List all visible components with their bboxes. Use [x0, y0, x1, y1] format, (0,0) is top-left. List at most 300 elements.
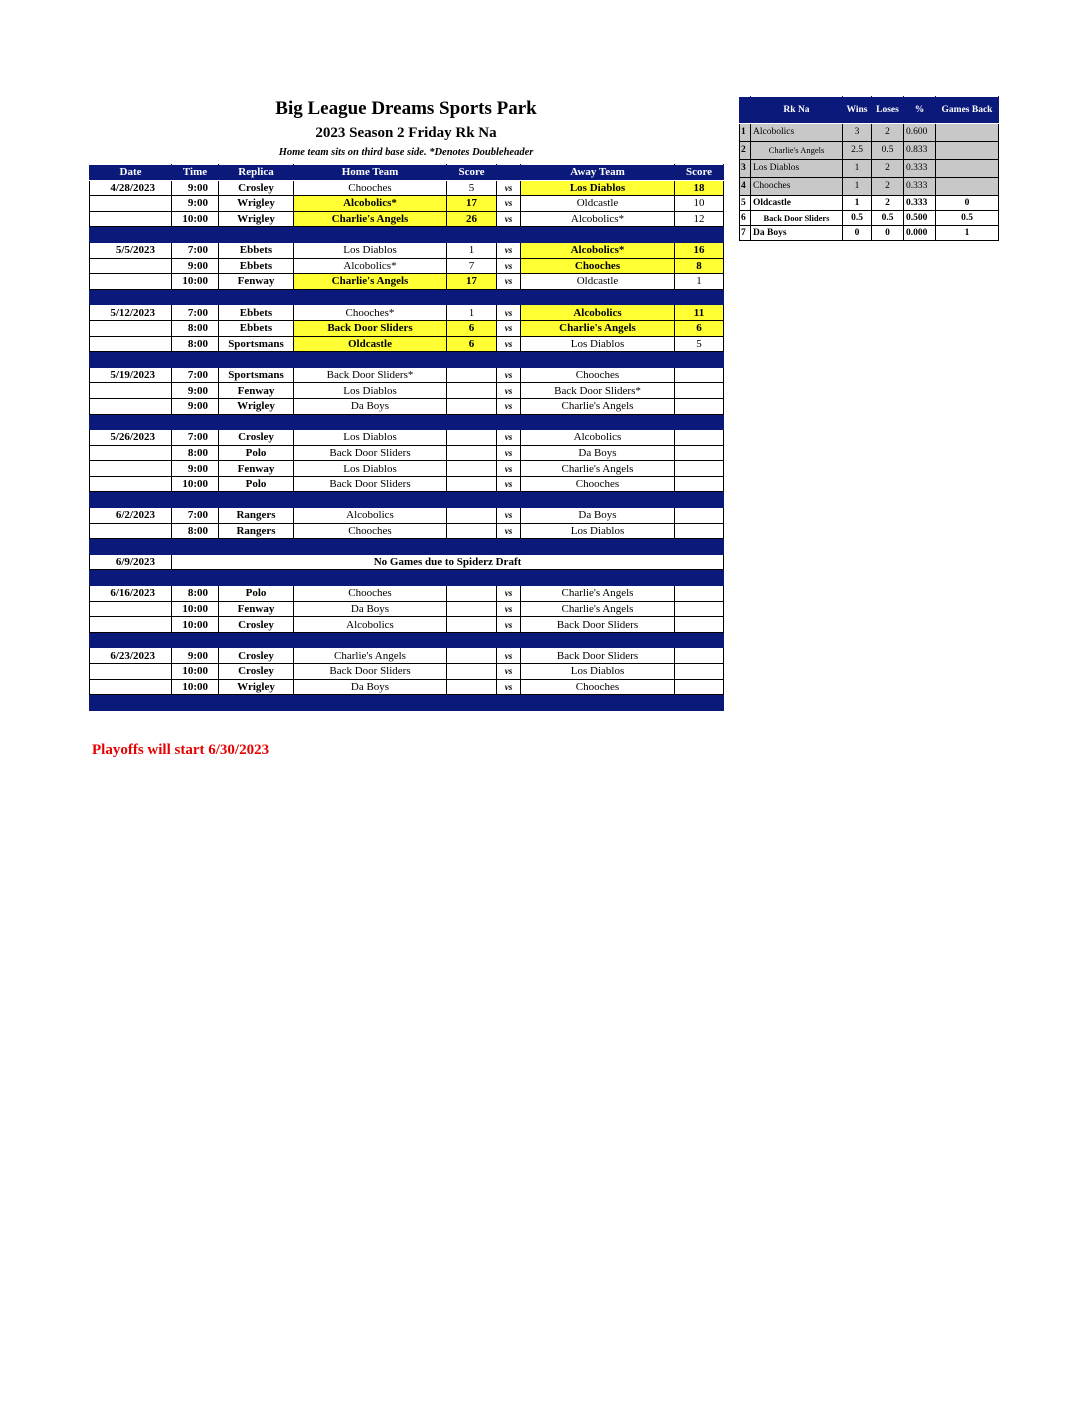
schedule-row [90, 180, 724, 196]
home-score: 17 [447, 196, 497, 212]
separator-cell [172, 570, 219, 586]
away-score [675, 398, 724, 414]
field-replica: Sportsmans [219, 367, 294, 383]
separator-cell [675, 539, 724, 555]
separator-cell [172, 539, 219, 555]
home-score [447, 601, 497, 617]
team-games-back [936, 160, 999, 178]
versus-label: vs [497, 398, 521, 414]
separator-cell [521, 539, 675, 555]
schedule-row [90, 305, 724, 321]
game-date: 5/12/2023 [90, 305, 172, 321]
page-title: Big League Dreams Sports Park [275, 98, 537, 119]
separator-cell [219, 289, 294, 305]
separator-cell [219, 632, 294, 648]
away-team: Alcobolics [521, 430, 675, 446]
away-score: 8 [675, 258, 724, 274]
versus-label: vs [497, 523, 521, 539]
team-pct: 0.333 [904, 196, 936, 211]
week-separator-row [90, 570, 724, 586]
team-rank: 5 [740, 196, 751, 211]
away-score [675, 617, 724, 633]
game-time: 8:00 [172, 523, 219, 539]
versus-label: vs [497, 258, 521, 274]
game-time: 9:00 [172, 648, 219, 664]
game-date [90, 398, 172, 414]
separator-cell [497, 492, 521, 508]
away-team: Chooches [521, 679, 675, 695]
home-team: Chooches* [294, 305, 447, 321]
separator-cell [172, 289, 219, 305]
separator-cell [172, 632, 219, 648]
separator-cell [447, 570, 497, 586]
versus-label: vs [497, 601, 521, 617]
away-score: 18 [675, 180, 724, 196]
game-time: 10:00 [172, 211, 219, 227]
away-score: 16 [675, 242, 724, 258]
separator-cell [675, 570, 724, 586]
team-loses: 2 [872, 178, 904, 196]
field-replica: Rangers [219, 508, 294, 524]
separator-cell [521, 289, 675, 305]
field-replica: Ebbets [219, 242, 294, 258]
separator-cell [294, 632, 447, 648]
away-team: Back Door Sliders* [521, 383, 675, 399]
versus-label: vs [497, 336, 521, 352]
schedule-row [90, 196, 724, 212]
home-score: 6 [447, 320, 497, 336]
schedule-column-header: Replica [219, 165, 294, 181]
field-replica: Wrigley [219, 211, 294, 227]
home-team: Los Diablos [294, 461, 447, 477]
home-team: Alcobolics [294, 617, 447, 633]
away-score [675, 679, 724, 695]
field-replica: Ebbets [219, 258, 294, 274]
versus-label: vs [497, 196, 521, 212]
versus-label: vs [497, 430, 521, 446]
away-score [675, 664, 724, 680]
standings-corner-cell [740, 97, 751, 124]
home-score [447, 430, 497, 446]
schedule-row [90, 336, 724, 352]
schedule-row [90, 586, 724, 602]
separator-cell [675, 414, 724, 430]
team-loses: 2 [872, 196, 904, 211]
home-score [447, 445, 497, 461]
separator-cell [497, 632, 521, 648]
away-score [675, 445, 724, 461]
field-replica: Wrigley [219, 679, 294, 695]
away-team: Charlie's Angels [521, 601, 675, 617]
schedule-header-row [90, 165, 724, 181]
away-team: Da Boys [521, 508, 675, 524]
versus-label: vs [497, 367, 521, 383]
away-team: Alcobolics* [521, 211, 675, 227]
home-score [447, 508, 497, 524]
schedule-row [90, 648, 724, 664]
versus-label: vs [497, 476, 521, 492]
team-rank: 6 [740, 211, 751, 226]
field-replica: Wrigley [219, 196, 294, 212]
schedule-row [90, 523, 724, 539]
game-date [90, 336, 172, 352]
field-replica: Sportsmans [219, 336, 294, 352]
separator-cell [172, 227, 219, 243]
separator-cell [294, 492, 447, 508]
team-games-back [936, 124, 999, 142]
versus-label: vs [497, 461, 521, 477]
team-games-back: 1 [936, 226, 999, 241]
home-score [447, 367, 497, 383]
separator-cell [294, 289, 447, 305]
home-team: Back Door Sliders [294, 664, 447, 680]
separator-cell [521, 695, 675, 711]
schedule-column-header [497, 165, 521, 181]
game-time: 8:00 [172, 586, 219, 602]
separator-cell [90, 632, 172, 648]
game-time: 9:00 [172, 196, 219, 212]
separator-cell [90, 492, 172, 508]
away-team: Chooches [521, 367, 675, 383]
away-team: Oldcastle [521, 196, 675, 212]
schedule-column-header: Away Team [521, 165, 675, 181]
away-score [675, 508, 724, 524]
schedule-row [90, 242, 724, 258]
schedule-row [90, 430, 724, 446]
separator-cell [675, 492, 724, 508]
versus-label: vs [497, 211, 521, 227]
separator-cell [447, 492, 497, 508]
home-team: Oldcastle [294, 336, 447, 352]
separator-cell [675, 632, 724, 648]
game-date [90, 320, 172, 336]
game-time: 7:00 [172, 242, 219, 258]
standings-header-row [740, 97, 999, 124]
versus-label: vs [497, 445, 521, 461]
week-separator-row [90, 539, 724, 555]
separator-cell [219, 539, 294, 555]
away-team: Los Diablos [521, 664, 675, 680]
home-team: Los Diablos [294, 383, 447, 399]
separator-cell [294, 414, 447, 430]
separator-cell [90, 539, 172, 555]
team-pct: 0.833 [904, 142, 936, 160]
separator-cell [172, 695, 219, 711]
game-date: 6/9/2023 [90, 554, 172, 570]
game-date [90, 383, 172, 399]
standings-column-header: Loses [872, 97, 904, 124]
game-date [90, 601, 172, 617]
team-wins: 1 [843, 196, 872, 211]
team-loses: 2 [872, 160, 904, 178]
page-subtitle: 2023 Season 2 Friday Rk Na [315, 125, 497, 141]
away-score [675, 383, 724, 399]
game-date [90, 476, 172, 492]
week-separator-row [90, 227, 724, 243]
game-date: 6/16/2023 [90, 586, 172, 602]
away-team: Back Door Sliders [521, 617, 675, 633]
home-team: Back Door Sliders* [294, 367, 447, 383]
separator-cell [294, 352, 447, 368]
field-replica: Fenway [219, 461, 294, 477]
game-date [90, 445, 172, 461]
away-team: Chooches [521, 258, 675, 274]
home-score [447, 679, 497, 695]
away-team: Alcobolics* [521, 242, 675, 258]
standings-row [740, 196, 999, 211]
away-score: 12 [675, 211, 724, 227]
field-replica: Ebbets [219, 305, 294, 321]
game-time: 9:00 [172, 258, 219, 274]
team-games-back: 0.5 [936, 211, 999, 226]
away-team: Los Diablos [521, 336, 675, 352]
schedule-row [90, 476, 724, 492]
separator-cell [497, 695, 521, 711]
home-score: 17 [447, 274, 497, 290]
game-date [90, 664, 172, 680]
schedule-table [89, 164, 724, 711]
versus-label: vs [497, 664, 521, 680]
separator-cell [447, 539, 497, 555]
separator-cell [521, 632, 675, 648]
away-team: Los Diablos [521, 523, 675, 539]
field-replica: Polo [219, 445, 294, 461]
separator-cell [219, 414, 294, 430]
team-loses: 0.5 [872, 142, 904, 160]
separator-cell [497, 414, 521, 430]
schedule-row [90, 398, 724, 414]
standings-column-header: % [904, 97, 936, 124]
team-name: Charlie's Angels [751, 142, 843, 160]
standings-row [740, 142, 999, 160]
separator-cell [294, 227, 447, 243]
separator-cell [447, 289, 497, 305]
game-date: 4/28/2023 [90, 180, 172, 196]
team-wins: 0.5 [843, 211, 872, 226]
game-date [90, 461, 172, 477]
schedule-row [90, 445, 724, 461]
week-note: No Games due to Spiderz Draft [172, 554, 724, 570]
standings-column-header: Games Back [936, 97, 999, 124]
schedule-row [90, 601, 724, 617]
versus-label: vs [497, 383, 521, 399]
home-team-note: Home team sits on third base side. *Denotes Doubleheader [278, 147, 534, 158]
separator-cell [90, 289, 172, 305]
separator-cell [497, 352, 521, 368]
separator-cell [172, 352, 219, 368]
team-wins: 2.5 [843, 142, 872, 160]
away-score [675, 523, 724, 539]
separator-cell [447, 632, 497, 648]
separator-cell [219, 570, 294, 586]
game-time: 9:00 [172, 180, 219, 196]
schedule-row [90, 258, 724, 274]
versus-label: vs [497, 274, 521, 290]
team-loses: 2 [872, 124, 904, 142]
away-team: Alcobolics [521, 305, 675, 321]
team-pct: 0.600 [904, 124, 936, 142]
away-score [675, 648, 724, 664]
team-pct: 0.000 [904, 226, 936, 241]
field-replica: Crosley [219, 664, 294, 680]
team-rank: 3 [740, 160, 751, 178]
game-date [90, 274, 172, 290]
field-replica: Polo [219, 586, 294, 602]
separator-cell [90, 414, 172, 430]
versus-label: vs [497, 679, 521, 695]
week-separator-row [90, 492, 724, 508]
home-team: Alcobolics [294, 508, 447, 524]
game-time: 10:00 [172, 274, 219, 290]
team-wins: 0 [843, 226, 872, 241]
home-score: 1 [447, 242, 497, 258]
game-date [90, 523, 172, 539]
separator-cell [447, 695, 497, 711]
home-score [447, 586, 497, 602]
home-score: 26 [447, 211, 497, 227]
home-score [447, 617, 497, 633]
game-time: 10:00 [172, 679, 219, 695]
separator-cell [172, 492, 219, 508]
home-team: Back Door Sliders [294, 445, 447, 461]
separator-cell [521, 227, 675, 243]
separator-cell [497, 539, 521, 555]
home-score [447, 398, 497, 414]
separator-cell [90, 570, 172, 586]
versus-label: vs [497, 320, 521, 336]
separator-cell [219, 492, 294, 508]
home-team: Chooches [294, 523, 447, 539]
standings-row [740, 160, 999, 178]
separator-cell [675, 289, 724, 305]
playoffs-note: Playoffs will start 6/30/2023 [92, 742, 270, 758]
schedule-row [90, 554, 724, 570]
away-team: Charlie's Angels [521, 398, 675, 414]
home-score [447, 461, 497, 477]
game-date [90, 258, 172, 274]
separator-cell [172, 414, 219, 430]
field-replica: Crosley [219, 617, 294, 633]
team-games-back: 0 [936, 196, 999, 211]
game-date: 6/2/2023 [90, 508, 172, 524]
schedule-row [90, 274, 724, 290]
game-time: 10:00 [172, 601, 219, 617]
home-team: Da Boys [294, 601, 447, 617]
game-date [90, 617, 172, 633]
separator-cell [294, 570, 447, 586]
home-team: Back Door Sliders [294, 320, 447, 336]
game-time: 10:00 [172, 476, 219, 492]
team-name: Alcobolics [751, 124, 843, 142]
away-score [675, 476, 724, 492]
team-rank: 2 [740, 142, 751, 160]
separator-cell [521, 414, 675, 430]
separator-cell [497, 570, 521, 586]
game-time: 7:00 [172, 367, 219, 383]
separator-cell [219, 695, 294, 711]
week-separator-row [90, 632, 724, 648]
field-replica: Ebbets [219, 320, 294, 336]
home-team: Charlie's Angels [294, 648, 447, 664]
team-rank: 4 [740, 178, 751, 196]
schedule-row [90, 367, 724, 383]
schedule-column-header: Home Team [294, 165, 447, 181]
separator-cell [675, 227, 724, 243]
home-team: Alcobolics* [294, 258, 447, 274]
home-team: Charlie's Angels [294, 211, 447, 227]
away-team: Oldcastle [521, 274, 675, 290]
team-name: Oldcastle [751, 196, 843, 211]
versus-label: vs [497, 180, 521, 196]
week-separator-row [90, 289, 724, 305]
standings-table [739, 96, 999, 241]
separator-cell [675, 352, 724, 368]
game-date: 6/23/2023 [90, 648, 172, 664]
standings-row [740, 226, 999, 241]
home-team: Los Diablos [294, 242, 447, 258]
schedule-column-header: Time [172, 165, 219, 181]
game-date: 5/26/2023 [90, 430, 172, 446]
game-date: 5/19/2023 [90, 367, 172, 383]
away-score: 5 [675, 336, 724, 352]
away-score: 6 [675, 320, 724, 336]
schedule-column-header: Score [675, 165, 724, 181]
team-pct: 0.500 [904, 211, 936, 226]
team-games-back [936, 178, 999, 196]
schedule-column-header: Score [447, 165, 497, 181]
away-team: Charlie's Angels [521, 586, 675, 602]
field-replica: Crosley [219, 180, 294, 196]
field-replica: Crosley [219, 648, 294, 664]
away-team: Charlie's Angels [521, 461, 675, 477]
away-score [675, 586, 724, 602]
team-name: Los Diablos [751, 160, 843, 178]
team-pct: 0.333 [904, 178, 936, 196]
team-games-back [936, 142, 999, 160]
home-score [447, 648, 497, 664]
schedule-row [90, 664, 724, 680]
team-wins: 1 [843, 178, 872, 196]
schedule-row [90, 320, 724, 336]
home-score: 5 [447, 180, 497, 196]
week-separator-row [90, 695, 724, 711]
home-team: Los Diablos [294, 430, 447, 446]
field-replica: Crosley [219, 430, 294, 446]
versus-label: vs [497, 508, 521, 524]
field-replica: Polo [219, 476, 294, 492]
home-team: Da Boys [294, 679, 447, 695]
game-time: 9:00 [172, 461, 219, 477]
schedule-row [90, 383, 724, 399]
versus-label: vs [497, 242, 521, 258]
separator-cell [497, 227, 521, 243]
away-team: Los Diablos [521, 180, 675, 196]
separator-cell [90, 227, 172, 243]
home-score [447, 664, 497, 680]
home-score [447, 523, 497, 539]
home-team: Back Door Sliders [294, 476, 447, 492]
separator-cell [90, 352, 172, 368]
field-replica: Wrigley [219, 398, 294, 414]
field-replica: Fenway [219, 601, 294, 617]
game-time: 7:00 [172, 508, 219, 524]
week-separator-row [90, 352, 724, 368]
game-time: 10:00 [172, 617, 219, 633]
game-date: 5/5/2023 [90, 242, 172, 258]
game-time: 7:00 [172, 305, 219, 321]
away-team: Charlie's Angels [521, 320, 675, 336]
team-loses: 0 [872, 226, 904, 241]
